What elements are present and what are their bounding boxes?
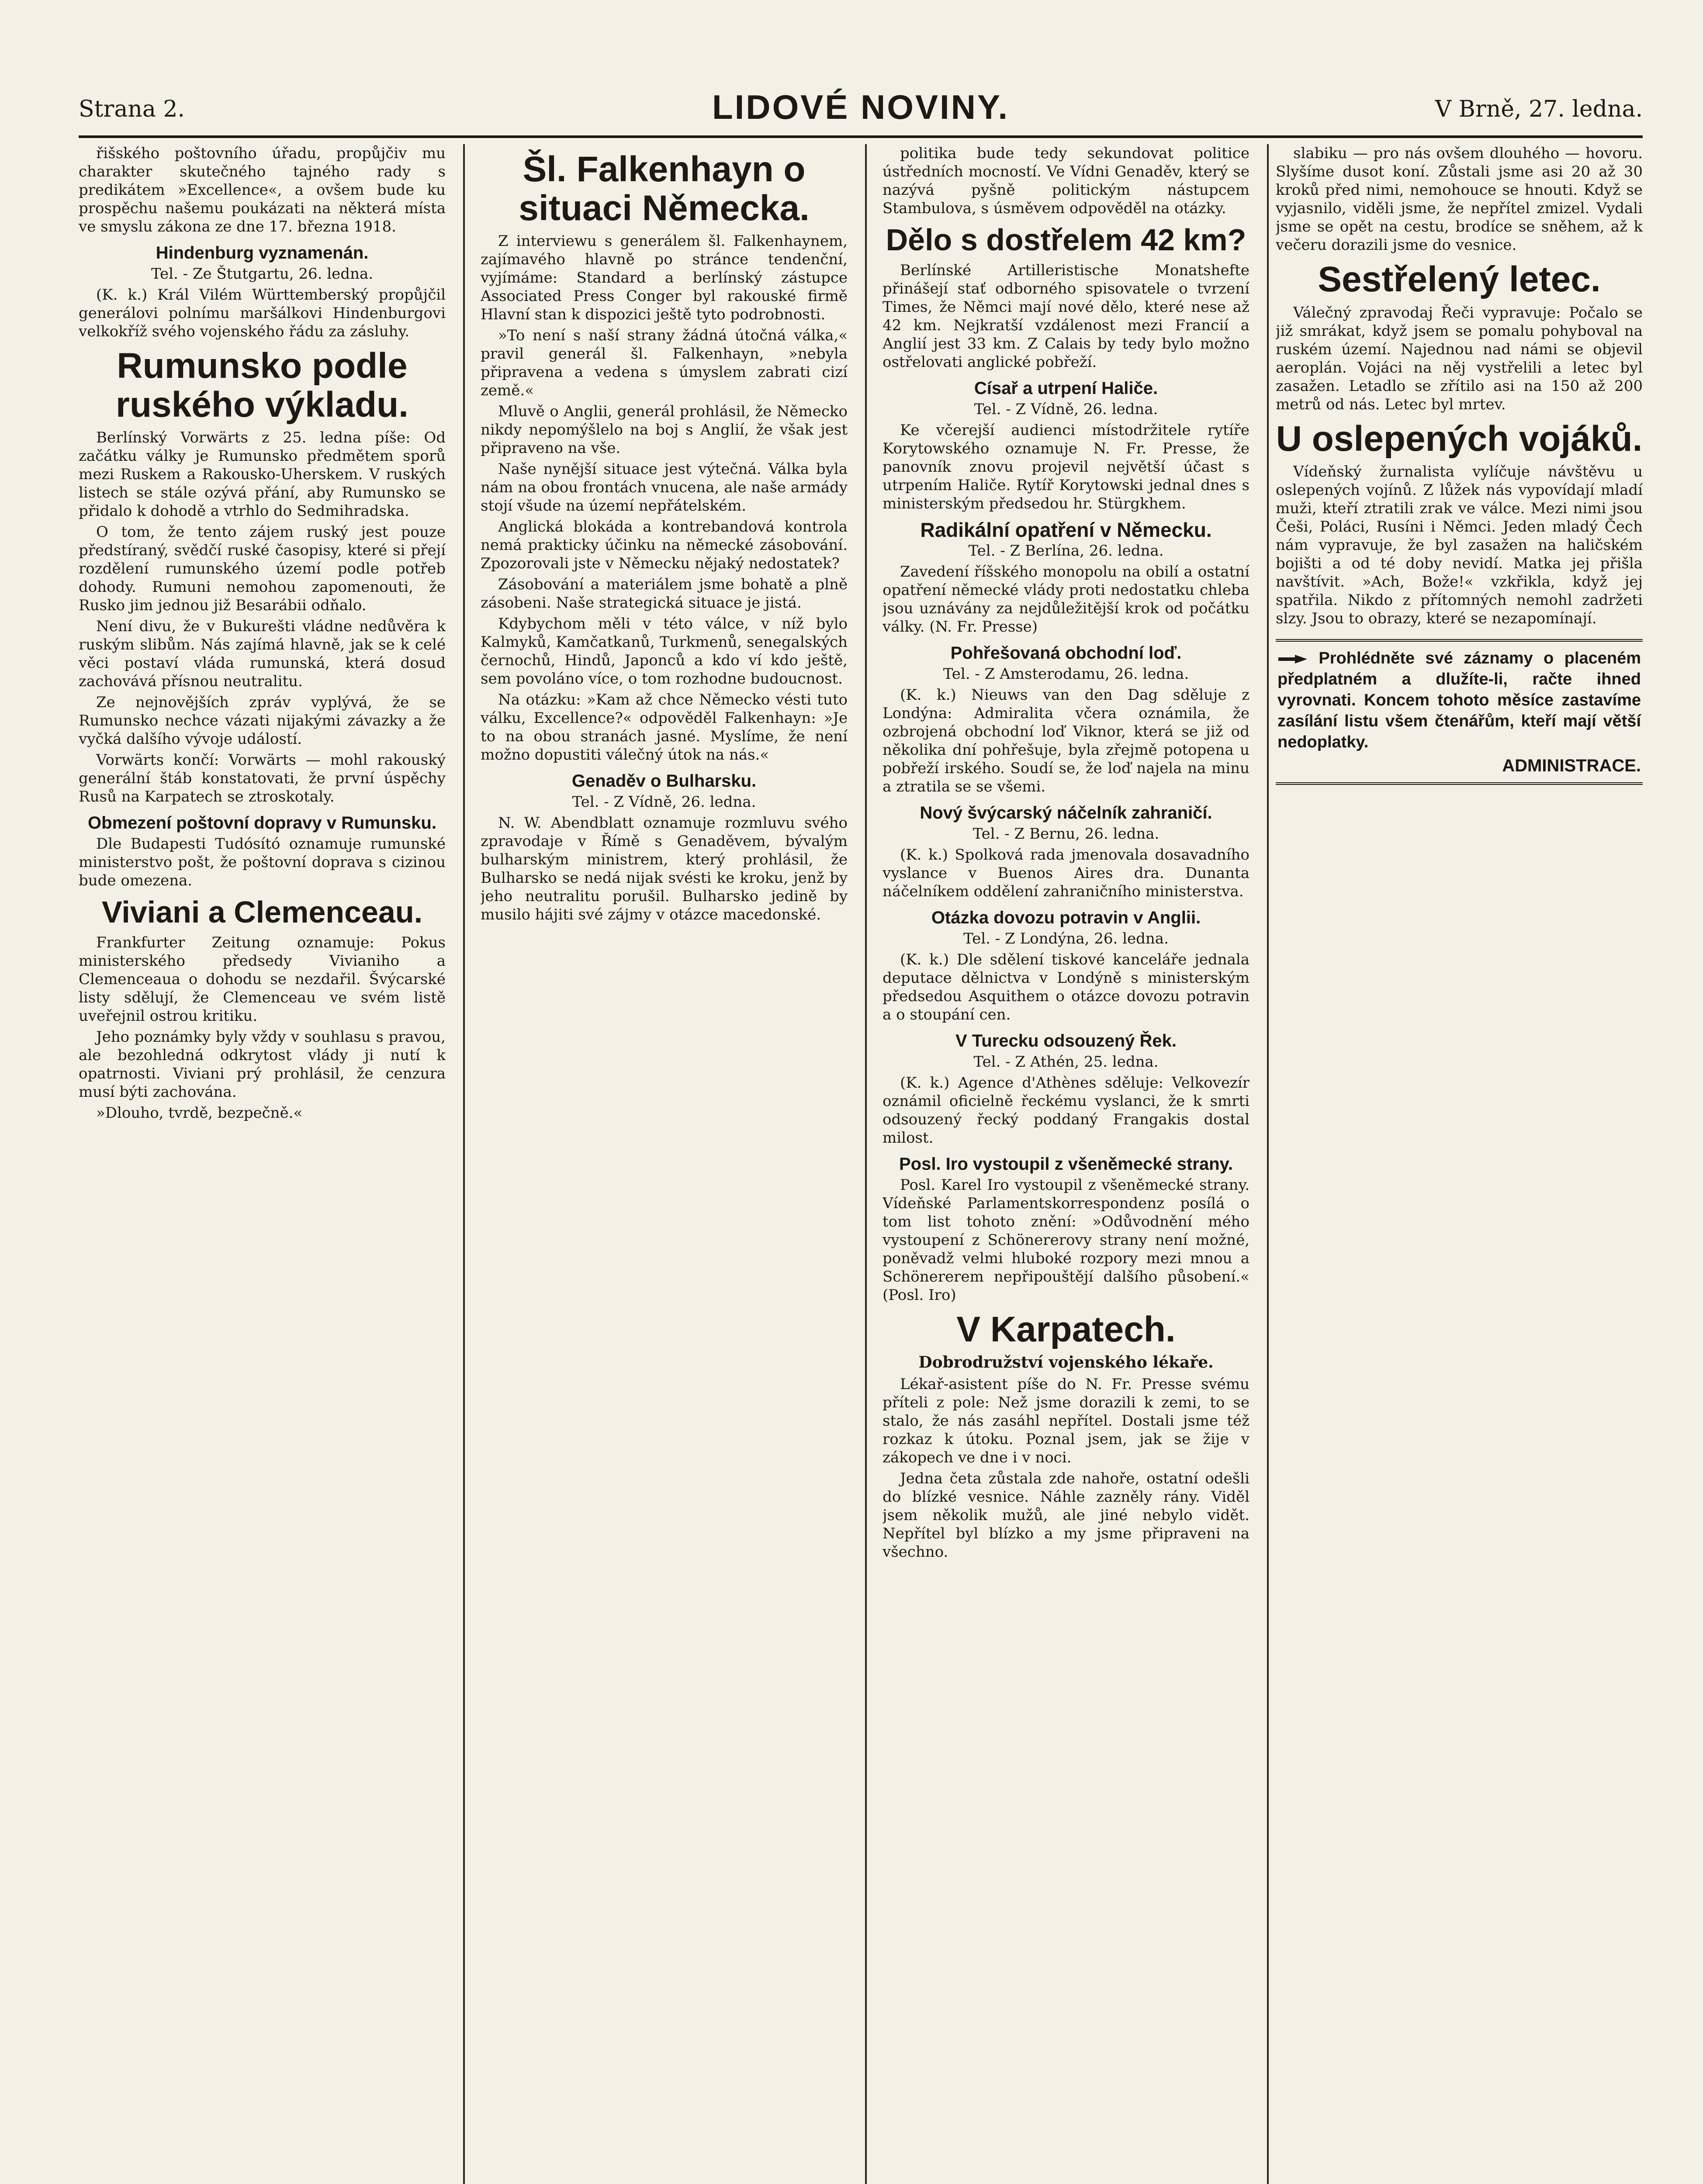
article-continuation: politika bude tedy sekundovat politice ústředních mocností. Ve Vídni Genaděv, který se nazývá pyšně politickým nástupcem Stambulova, s úsměvem odpověděl na otázky.	[883, 145, 1250, 217]
falkenhayn-paragraph: Mluvě o Anglii, generál prohlásil, že Německo nikdy nepomýšlelo na boj s Anglií, že však jest připraveno na vše.	[481, 403, 848, 457]
oslepli-text: Vídeňský žurnalista vylíčuje návštěvu u oslepených vojínů. Z lůžek nás vypovídají mladí muži, kteří ztratili zrak ve válce. Mezi nimi jsou Češi, Poláci, Rusíni i Němci. Jeden mladý Čech nám vypravuje, že byl zasažen na haličském bojišti a od té doby nevidí. Matka jej přišla navštívit. »Ach, Bože!« vzkřikla, když jej spatřila. Nikdo z přítomných nemohl zadržeti slzy. Jsou to obrazy, které se nezapomínají.	[1276, 463, 1643, 628]
column-4	[1276, 144, 1643, 2184]
rumunsko-paragraph: Berlínský Vorwärts z 25. ledna píše: Od začátku války je Rumunsko předmětem sporů mezi Ruskem a Rakousko-Uherskem. V ruských listech se stále ozývá přání, aby Rumunsko se přidalo k dohodě a vtrhlo do Sedmihradska.	[79, 429, 446, 520]
pohresovana-headline: Pohřešovaná obchodní loď.	[950, 643, 1182, 663]
cisar-dateline: Tel. - Z Vídně, 26. ledna.	[974, 400, 1158, 418]
subscription-notice-text: Prohlédněte své záznamy o placeném předplatném a dlužíte-li, račte ihned vyrovnati. Koncem tohoto měsíce zastavíme zasílání listu všem čtenářům, kteří mají větší nedoplatky.	[1277, 649, 1641, 752]
falkenhayn-paragraph: Anglická blokáda a kontrebandová kontrola nemá prakticky účinku na německé zásobování. Zpozorovali jste v Německu nějaký nedostatek?	[481, 518, 848, 573]
falkenhayn-paragraph: Zásobování a materiálem jsme bohatě a plně zásobeni. Naše strategická situace je jistá.	[481, 576, 848, 612]
column-2	[481, 144, 848, 2184]
delo-text: Berlínské Artilleristische Monatshefte přinášejí stať odborného spisovatele o tvrzení Times, že Němci mají nové dělo, které nese až 42 km. Nejkratší vzdálenost mezi Francií a Anglií jest 33 km. Z Calais by tedy bylo možno ostřelovati anglické pobřeží.	[883, 261, 1250, 371]
radikalni-headline: Radikální opatření v Německu.	[920, 518, 1212, 541]
novy-nacelnik-headline: Nový švýcarský náčelník zahraničí.	[920, 803, 1212, 822]
viviani-paragraph: Jeho poznámky byly vždy v souhlasu s pravou, ale bezohledná odkrytost vlády ji nutí k opatrnosti. Viviani prý prohlásil, že cenzura musí býti zachována.	[79, 1028, 446, 1101]
vorwarts-paragraph: Vorwärts končí: Vorwärts — mohl rakouský generální štáb konstatovati, že první úspěchy Rusů na Karpatech se ztroskotaly.	[79, 751, 446, 806]
column-divider	[865, 144, 867, 2184]
cisar-headline: Císař a utrpení Haliče.	[974, 378, 1158, 398]
pohresovana-text: (K. k.) Nieuws van den Dag sděluje z Londýna: Admiralita včera oznámila, že ozbrojená obchodní loď Viknor, která se již od několika dní pohřešuje, byla zřejmě potopena u pobřeží irského. Soudí se, že loď najela na minu a ztratila se se všemi.	[883, 686, 1250, 795]
falkenhayn-headline: Šl. Falkenhayn o situaci Německa.	[519, 149, 810, 228]
novy-nacelnik-text: (K. k.) Spolková rada jmenovala dosavadního vyslance v Buenos Aires dra. Dunanta náčelníkem oddělení zahraničního ministerstva.	[883, 846, 1250, 900]
turecko-dateline: Tel. - Z Athén, 25. ledna.	[973, 1053, 1159, 1071]
turecko-headline: V Turecku odsouzený Řek.	[955, 1031, 1177, 1051]
viviani-closing: »Dlouho, tvrdě, bezpečně.«	[96, 1104, 303, 1122]
radikalni-dateline: Tel. - Z Berlína, 26. ledna.	[968, 542, 1164, 560]
karpaty-paragraph: Jedna četa zůstala zde nahoře, ostatní odešli do blízké vesnice. Náhle zazněly rány. Viděl jsem několik mužů, ale jiné nebylo vidět. Nepřítel byl blízko a my jsme připraveni na všechno.	[883, 1470, 1250, 1561]
genadev-dateline: Tel. - Z Vídně, 26. ledna.	[572, 793, 756, 811]
otazka-headline: Otázka dovozu potravin v Anglii.	[931, 908, 1201, 927]
karpaty-paragraph: Lékař-asistent píše do N. Fr. Presse svému příteli z pole: Než jsme dorazili k zemi, to se stalo, že nás zasáhl nepřítel. Dostali jsme též rozkaz k útoku. Poznal jsem, jak se žije v zákopech ve dne i v noci.	[883, 1375, 1250, 1467]
radikalni-text: Zavedení říšského monopolu na obilí a ostatní opatření německé vlády proti nedostatku chleba jsou uznávány za nejdůležitější krok od počátku války. (N. Fr. Presse)	[883, 563, 1250, 636]
pointing-hand-icon	[1277, 653, 1308, 665]
obmezeni-text: Dle Budapesti Tudósító oznamuje rumunské ministerstvo pošt, že poštovní doprava s cizinou bude omezena.	[79, 835, 446, 890]
article-continuation: slabiku — pro nás ovšem dlouhého — hovoru. Slyšíme dusot koní. Zůstali jsme asi 20 až 30 kroků před nimi, nemohouce se hnouti. Když se vyjasnilo, viděli jsme, že nepřítel zmizel. Vydali jsme se opět na cestu, brodíce se sněhem, až k večeru dorazili jsme do vesnice.	[1276, 145, 1643, 254]
oslepli-headline: U oslepených vojáků.	[1276, 418, 1643, 459]
falkenhayn-paragraph: »To není s naší strany žádná útočná válka,« pravil generál šl. Falkenhayn, »nebyla připravena a vedena s úmyslem zabrati cizí země.«	[481, 327, 848, 400]
novy-nacelnik-dateline: Tel. - Z Bernu, 26. ledna.	[973, 825, 1160, 843]
rumunsko-paragraph: O tom, že tento zájem ruský jest pouze předstíraný, svědčí ruské časopisy, které si přejí rozdělení rumunského území podle potřeb dohody. Rumuni nemohou zapomenouti, že Rusko jim jednou již Besarábii odňalo.	[79, 523, 446, 615]
column-divider	[463, 144, 465, 2184]
poslanec-headline: Posl. Iro vystoupil z všeněmecké strany.	[899, 1154, 1233, 1174]
subscription-notice-signature: ADMINISTRACE.	[1502, 756, 1641, 776]
otazka-dateline: Tel. - Z Londýna, 26. ledna.	[963, 930, 1169, 947]
falkenhayn-paragraph: Naše nynější situace jest výtečná. Válka byla nám na obou frontách vnucena, ale naše armády stojí všude na území nepřátelském.	[481, 460, 848, 515]
hindenburg-text: (K. k.) Král Vilém Württemberský propůjčil generálovi polnímu maršálkovi Hindenburgovi velkokříž svého vojenského řádu za zásluhy.	[79, 286, 446, 340]
falkenhayn-paragraph: Z interviewu s generálem šl. Falkenhaynem, zajímavého hlavně po stránce tendenční, vyjímáme: Standard a berlínský zástupce Associated Press Conger byl rakouské firmě Hlavní stan k dispozici ještě tyto podrobnosti.	[481, 232, 848, 324]
masthead	[79, 87, 1643, 138]
rumunsko-paragraph: Není divu, že v Bukurešti vládne nedůvěra k ruským slibům. Nás zajímá hlavně, jak se k celé věci postaví vláda rumunská, která dosud zachovává přísnou neutralitu.	[79, 618, 446, 691]
column-1	[79, 144, 446, 2184]
hindenburg-headline: Hindenburg vyznamenán.	[156, 243, 369, 263]
genadev-headline: Genaděv o Bulharsku.	[571, 771, 757, 791]
viviani-paragraph: Frankfurter Zeitung oznamuje: Pokus ministerského předsedy Vivianiho a Clemenceaua o dohodu se nezdařil. Švýcarské listy sdělují, že Clemenceau ve svém listě uveřejnil ostrou kritiku.	[79, 933, 446, 1025]
page-number: Strana 2.	[79, 96, 185, 122]
karpaty-headline: V Karpatech.	[956, 1309, 1176, 1349]
pohresovana-dateline: Tel. - Z Amsterodamu, 26. ledna.	[943, 665, 1189, 683]
cisar-text: Ke včerejší audienci místodržitele rytíře Korytowského oznamuje N. Fr. Presse, že panovník znovu projevil největší účast s utrpením Haliče. Rytíř Korytowski jednal dnes s ministerským předsedou hr. Stürgkhem.	[883, 421, 1250, 512]
rumunsko-paragraph: Ze nejnovějších zpráv vyplývá, že se Rumunsko nechce vázati nijakými závazky a že vyčká dalšího vývoje událostí.	[79, 694, 446, 748]
poslanec-text: Posl. Karel Iro vystoupil z všeněmecké strany. Vídeňské Parlamentskorrespondenz posílá o tom list tohoto znění: »Odůvodnění mého vystoupení z Schönererovy strany není možné, poněvadž velmi hluboké rozpory mezi mnou a Schönererem nepřipouštějí dalšího působení.« (Posl. Iro)	[883, 1176, 1250, 1304]
turecko-text: (K. k.) Agence d'Athènes sděluje: Velkovezír oznámil oficielně řeckému vyslanci, že k smrti odsouzený řecký poddaný Frangakis dostal milost.	[883, 1074, 1250, 1147]
subscription-notice	[1276, 639, 1643, 785]
karpaty-subheadline: Dobrodružství vojenského lékaře.	[918, 1353, 1214, 1372]
viviani-headline: Viviani a Clemenceau.	[101, 895, 423, 930]
page-body	[79, 87, 1643, 2184]
rumunsko-headline: Rumunsko podle ruského výkladu.	[116, 346, 408, 425]
genadev-text: N. W. Abendblatt oznamuje rozmluvu svého zpravodaje v Římě s Genaděvem, bývalým bulharským ministrem, který prohlásil, že Bulharsko se nedá nijak svésti ke kroku, jenž by jeho neutralitu porušil. Bulharsko jedině by musilo hájiti své zájmy v otázce macedonské.	[481, 814, 848, 924]
falkenhayn-paragraph: Na otázku: »Kam až chce Německo vésti tuto válku, Excellence?« odpověděl Falkenhayn: »Je to na obou stranách jasné. Myslíme, že není možno dopustiti válečný útok na nás.«	[481, 691, 848, 764]
hindenburg-dateline: Tel. - Ze Štutgartu, 26. ledna.	[151, 265, 374, 283]
sestreleny-text: Válečný zpravodaj Řeči vypravuje: Počalo se již smrákat, když jsem se pomalu pohyboval na ruském území. Najednou nad námi se objevil aeroplán. Vojáci na něj vystřelili a letec byl zasažen. Letadlo se zřítilo asi na 150 až 200 metrů od nás. Letec byl mrtev.	[1276, 304, 1643, 413]
obmezeni-headline: Obmezení poštovní dopravy v Rumunsku.	[88, 813, 436, 833]
column-3	[883, 144, 1250, 2184]
newspaper-title: LIDOVÉ NOVINY.	[712, 88, 1010, 126]
column-divider	[1267, 144, 1269, 2184]
sestreleny-headline: Sestřelený letec.	[1318, 259, 1601, 299]
falkenhayn-paragraph: Kdybychom měli v této válce, v níž bylo Kalmyků, Kamčatkanů, Turkmenů, senegalských černochů, Hindů, Japonců a kdo ví kdo ještě, sem povoláno více, o tom rozhodne budoucnost.	[481, 615, 848, 688]
delo-headline: Dělo s dostřelem 42 km?	[886, 223, 1246, 257]
article-continuation: řišského poštovního úřadu, propůjčiv mu charakter skutečného tajného rady s predikátem »Excellence«, a ovšem bude ku prospěchu našemu poukázati na některá místa ve smyslu zákona ze dne 17. března 1918.	[79, 145, 446, 235]
otazka-text: (K. k.) Dle sdělení tiskové kanceláře jednala deputace dělnictva v Londýně s ministerským předsedou Asquithem o otázce dovozu potravin a o stoupání cen.	[883, 950, 1250, 1023]
place-date: V Brně, 27. ledna.	[1435, 96, 1643, 122]
